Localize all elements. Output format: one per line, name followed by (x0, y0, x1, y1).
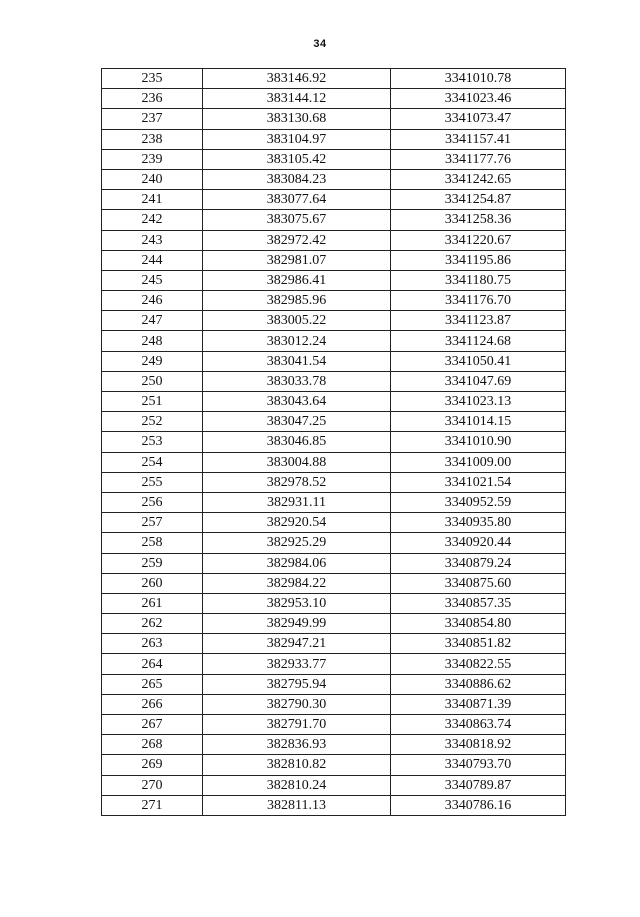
point-number-cell: 264 (102, 654, 203, 674)
y-coordinate-cell: 3341124.68 (391, 331, 566, 351)
x-coordinate-cell: 383144.12 (203, 89, 391, 109)
y-coordinate-cell: 3341073.47 (391, 109, 566, 129)
x-coordinate-cell: 382984.22 (203, 573, 391, 593)
y-coordinate-cell: 3341157.41 (391, 129, 566, 149)
x-coordinate-cell: 382920.54 (203, 513, 391, 533)
point-number-cell: 257 (102, 513, 203, 533)
x-coordinate-cell: 382790.30 (203, 694, 391, 714)
x-coordinate-cell: 382978.52 (203, 472, 391, 492)
table-row (102, 169, 566, 189)
point-number-cell: 266 (102, 694, 203, 714)
x-coordinate-cell: 382933.77 (203, 654, 391, 674)
table-row (102, 593, 566, 613)
point-number-cell: 242 (102, 210, 203, 230)
x-coordinate-cell: 382953.10 (203, 593, 391, 613)
x-coordinate-cell: 383105.42 (203, 149, 391, 169)
table-row (102, 230, 566, 250)
x-coordinate-cell: 382972.42 (203, 230, 391, 250)
y-coordinate-cell: 3340879.24 (391, 553, 566, 573)
y-coordinate-cell: 3341176.70 (391, 291, 566, 311)
coordinate-table-body (102, 69, 566, 816)
x-coordinate-cell: 383005.22 (203, 311, 391, 331)
table-row (102, 795, 566, 815)
table-row (102, 472, 566, 492)
y-coordinate-cell: 3341180.75 (391, 270, 566, 290)
x-coordinate-cell: 382811.13 (203, 795, 391, 815)
x-coordinate-cell: 383104.97 (203, 129, 391, 149)
y-coordinate-cell: 3340871.39 (391, 694, 566, 714)
point-number-cell: 259 (102, 553, 203, 573)
y-coordinate-cell: 3340786.16 (391, 795, 566, 815)
point-number-cell: 263 (102, 634, 203, 654)
point-number-cell: 271 (102, 795, 203, 815)
table-row (102, 755, 566, 775)
y-coordinate-cell: 3341023.13 (391, 392, 566, 412)
coordinate-table (101, 68, 566, 816)
y-coordinate-cell: 3341021.54 (391, 472, 566, 492)
y-coordinate-cell: 3341014.15 (391, 412, 566, 432)
point-number-cell: 243 (102, 230, 203, 250)
point-number-cell: 268 (102, 735, 203, 755)
x-coordinate-cell: 383004.88 (203, 452, 391, 472)
table-row (102, 492, 566, 512)
point-number-cell: 254 (102, 452, 203, 472)
x-coordinate-cell: 382949.99 (203, 614, 391, 634)
point-number-cell: 262 (102, 614, 203, 634)
y-coordinate-cell: 3340854.80 (391, 614, 566, 634)
table-row (102, 109, 566, 129)
x-coordinate-cell: 383033.78 (203, 371, 391, 391)
point-number-cell: 240 (102, 169, 203, 189)
y-coordinate-cell: 3341009.00 (391, 452, 566, 472)
table-row (102, 775, 566, 795)
point-number-cell: 237 (102, 109, 203, 129)
table-row (102, 412, 566, 432)
table-row (102, 351, 566, 371)
page-number: 34 (313, 38, 327, 50)
table-row (102, 149, 566, 169)
point-number-cell: 238 (102, 129, 203, 149)
y-coordinate-cell: 3340935.80 (391, 513, 566, 533)
y-coordinate-cell: 3340863.74 (391, 715, 566, 735)
point-number-cell: 260 (102, 573, 203, 593)
point-number-cell: 245 (102, 270, 203, 290)
point-number-cell: 253 (102, 432, 203, 452)
table-row (102, 553, 566, 573)
table-row (102, 674, 566, 694)
point-number-cell: 250 (102, 371, 203, 391)
x-coordinate-cell: 382985.96 (203, 291, 391, 311)
table-row (102, 371, 566, 391)
table-row (102, 634, 566, 654)
point-number-cell: 236 (102, 89, 203, 109)
table-row (102, 89, 566, 109)
x-coordinate-cell: 382931.11 (203, 492, 391, 512)
table-row (102, 694, 566, 714)
y-coordinate-cell: 3341254.87 (391, 190, 566, 210)
point-number-cell: 258 (102, 533, 203, 553)
x-coordinate-cell: 383041.54 (203, 351, 391, 371)
point-number-cell: 235 (102, 69, 203, 89)
x-coordinate-cell: 382986.41 (203, 270, 391, 290)
y-coordinate-cell: 3340875.60 (391, 573, 566, 593)
point-number-cell: 267 (102, 715, 203, 735)
point-number-cell: 256 (102, 492, 203, 512)
table-row (102, 614, 566, 634)
point-number-cell: 239 (102, 149, 203, 169)
y-coordinate-cell: 3341123.87 (391, 311, 566, 331)
y-coordinate-cell: 3340789.87 (391, 775, 566, 795)
x-coordinate-cell: 382984.06 (203, 553, 391, 573)
y-coordinate-cell: 3341242.65 (391, 169, 566, 189)
table-row (102, 533, 566, 553)
table-row (102, 513, 566, 533)
point-number-cell: 255 (102, 472, 203, 492)
table-row (102, 392, 566, 412)
y-coordinate-cell: 3340818.92 (391, 735, 566, 755)
point-number-cell: 270 (102, 775, 203, 795)
table-row (102, 735, 566, 755)
y-coordinate-cell: 3340886.62 (391, 674, 566, 694)
y-coordinate-cell: 3340822.55 (391, 654, 566, 674)
y-coordinate-cell: 3341010.78 (391, 69, 566, 89)
table-row (102, 210, 566, 230)
point-number-cell: 251 (102, 392, 203, 412)
table-row (102, 573, 566, 593)
x-coordinate-cell: 382981.07 (203, 250, 391, 270)
x-coordinate-cell: 382947.21 (203, 634, 391, 654)
x-coordinate-cell: 383046.85 (203, 432, 391, 452)
table-row (102, 311, 566, 331)
x-coordinate-cell: 383012.24 (203, 331, 391, 351)
point-number-cell: 252 (102, 412, 203, 432)
y-coordinate-cell: 3341047.69 (391, 371, 566, 391)
point-number-cell: 241 (102, 190, 203, 210)
x-coordinate-cell: 383084.23 (203, 169, 391, 189)
table-row (102, 654, 566, 674)
y-coordinate-cell: 3340851.82 (391, 634, 566, 654)
table-row (102, 291, 566, 311)
x-coordinate-cell: 382795.94 (203, 674, 391, 694)
table-row (102, 250, 566, 270)
point-number-cell: 244 (102, 250, 203, 270)
x-coordinate-cell: 382810.24 (203, 775, 391, 795)
y-coordinate-cell: 3340857.35 (391, 593, 566, 613)
point-number-cell: 246 (102, 291, 203, 311)
point-number-cell: 249 (102, 351, 203, 371)
y-coordinate-cell: 3340793.70 (391, 755, 566, 775)
point-number-cell: 269 (102, 755, 203, 775)
table-row (102, 69, 566, 89)
table-row (102, 452, 566, 472)
x-coordinate-cell: 382836.93 (203, 735, 391, 755)
x-coordinate-cell: 383077.64 (203, 190, 391, 210)
x-coordinate-cell: 383146.92 (203, 69, 391, 89)
point-number-cell: 248 (102, 331, 203, 351)
y-coordinate-cell: 3341258.36 (391, 210, 566, 230)
y-coordinate-cell: 3340920.44 (391, 533, 566, 553)
x-coordinate-cell: 383047.25 (203, 412, 391, 432)
x-coordinate-cell: 383075.67 (203, 210, 391, 230)
x-coordinate-cell: 382810.82 (203, 755, 391, 775)
point-number-cell: 261 (102, 593, 203, 613)
y-coordinate-cell: 3341220.67 (391, 230, 566, 250)
y-coordinate-cell: 3341177.76 (391, 149, 566, 169)
x-coordinate-cell: 382925.29 (203, 533, 391, 553)
table-row (102, 331, 566, 351)
y-coordinate-cell: 3341050.41 (391, 351, 566, 371)
y-coordinate-cell: 3341195.86 (391, 250, 566, 270)
point-number-cell: 247 (102, 311, 203, 331)
table-row (102, 715, 566, 735)
table-row (102, 129, 566, 149)
table-row (102, 270, 566, 290)
x-coordinate-cell: 382791.70 (203, 715, 391, 735)
y-coordinate-cell: 3341023.46 (391, 89, 566, 109)
point-number-cell: 265 (102, 674, 203, 694)
x-coordinate-cell: 383130.68 (203, 109, 391, 129)
y-coordinate-cell: 3341010.90 (391, 432, 566, 452)
y-coordinate-cell: 3340952.59 (391, 492, 566, 512)
table-row (102, 432, 566, 452)
x-coordinate-cell: 383043.64 (203, 392, 391, 412)
table-row (102, 190, 566, 210)
